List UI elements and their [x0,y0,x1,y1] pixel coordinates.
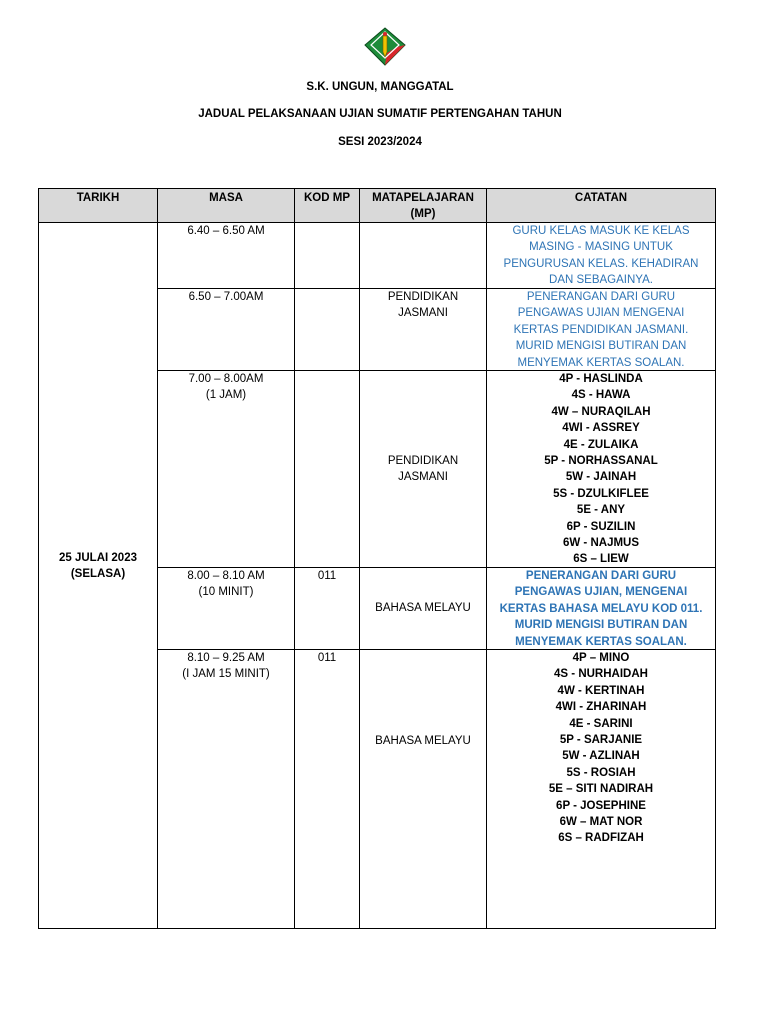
invigilator-item: 4P – MINO [572,652,630,664]
invigilator-item: 6P - SUZILIN [566,520,636,533]
matapelajaran-cell [360,568,487,650]
catatan-line: KERTAS BAHASA MELAYU KOD 011. [499,602,703,615]
invigilator-item: 4P - HASLINDA [559,373,643,385]
matapelajaran-line: JASMANI [398,471,448,483]
matapelajaran-cell [360,650,487,929]
matapelajaran-cell [360,371,487,568]
invigilator-item: 6P - JOSEPHINE [556,799,646,812]
invigilator-item: 6W – MAT NOR [559,816,643,829]
masa-cell [158,289,295,371]
invigilator-item: 4S - NURHAIDAH [554,668,648,681]
matapelajaran-line: PENDIDIKAN [387,291,459,303]
document-title: JADUAL PELAKSANAAN UJIAN SUMATIF PERTENGAHAN TAHUN [198,108,562,120]
header-matapelajaran [360,189,487,223]
catatan-line: PENERANGAN DARI GURU [525,570,677,582]
masa-cell [158,650,295,929]
invigilator-item: 6W - NAJMUS [562,537,640,550]
invigilator-item: 5W - JAINAH [565,471,637,484]
header-masa [158,189,295,223]
masa-duration: (I JAM 15 MINIT) [182,668,270,681]
invigilator-item: 4S - HAWA [571,389,631,402]
masa-line: 7.00 – 8.00AM [188,373,264,385]
kod-mp-cell [295,289,360,371]
kod-mp-value: 011 [317,570,337,582]
catatan-line: PENGAWAS UJIAN, MENGENAI [514,586,688,599]
catatan-line: MURID MENGISI BUTIRAN DAN [515,340,687,353]
tarikh-day: (SELASA) [70,568,126,581]
matapelajaran-cell [360,289,487,371]
masa-line: 6.40 – 6.50 AM [187,225,265,237]
session-label: SESI 2023/2024 [338,136,422,148]
invigilator-item: 5E - ANY [576,504,626,517]
kod-mp-cell [295,223,360,289]
matapelajaran-cell [360,223,487,289]
invigilator-item: 5S - DZULKIFLEE [553,487,649,500]
school-name: S.K. UNGUN, MANGGATAL [306,81,454,93]
catatan-cell [487,650,716,929]
catatan-cell [487,289,716,371]
kod-mp-cell [295,568,360,650]
masa-cell [158,223,295,289]
catatan-line: GURU KELAS MASUK KE KELAS [512,225,690,237]
kod-mp-cell [295,371,360,568]
matapelajaran-line: BAHASA MELAYU [375,735,471,747]
catatan-line: MENYEMAK KERTAS SOALAN. [517,356,685,369]
masa-cell [158,568,295,650]
invigilator-item: 5W - AZLINAH [562,750,640,763]
catatan-line: DAN SEBAGAINYA. [549,274,653,287]
masa-line: 8.10 – 9.25 AM [187,652,265,664]
masa-duration: (10 MINIT) [198,586,254,599]
catatan-cell [487,568,716,650]
masa-cell [158,371,295,568]
masa-line: 6.50 – 7.00AM [188,291,264,303]
kod-mp-cell [295,650,360,929]
tarikh-date: 25 JULAI 2023 [59,552,137,564]
catatan-cell [487,223,716,289]
invigilator-item: 4W - KERTINAH [557,684,645,697]
catatan-line: PENGAWAS UJIAN MENGENAI [517,307,685,320]
matapelajaran-line: JASMANI [398,307,448,320]
invigilator-item: 4E - SARINI [569,717,633,730]
header-catatan [487,189,716,223]
invigilator-item: 4W – NURAQILAH [551,405,651,418]
tarikh-cell [39,223,158,929]
invigilator-item: 4E - ZULAIKA [563,438,639,451]
header-label: CATATAN [574,192,628,204]
invigilator-item: 6S – RADFIZAH [558,832,644,845]
school-crest-icon [361,25,409,69]
invigilator-item: 5P - NORHASSANAL [544,455,658,468]
invigilator-item: 4WI - ASSREY [562,422,640,435]
schedule-table [38,188,716,929]
catatan-line: MURID MENGISI BUTIRAN DAN [514,619,688,632]
catatan-line: MENYEMAK KERTAS SOALAN. [515,635,687,648]
invigilator-item: 5E – SITI NADIRAH [548,783,654,796]
catatan-line: MASING - MASING UNTUK [529,241,673,254]
invigilator-item: 5S - ROSIAH [566,766,636,779]
matapelajaran-line: PENDIDIKAN [387,454,459,467]
invigilator-item: 4WI - ZHARINAH [555,701,647,714]
catatan-line: PENGURUSAN KELAS. KEHADIRAN [503,257,699,270]
header-label: TARIKH [76,192,120,204]
masa-duration: (1 JAM) [205,389,247,402]
invigilator-item: 5P - SARJANIE [559,734,643,747]
header-label: MATAPELAJARAN (MP) [372,192,474,221]
header-label: KOD MP [304,192,350,204]
matapelajaran-line: BAHASA MELAYU [375,602,471,615]
header-label: MASA [209,192,243,204]
header-kod-mp [295,189,360,223]
catatan-cell [487,371,716,568]
kod-mp-value: 011 [317,652,337,664]
catatan-line: PENERANGAN DARI GURU [526,291,676,303]
masa-line: 8.00 – 8.10 AM [187,570,265,582]
header-tarikh [39,189,158,223]
catatan-line: KERTAS PENDIDIKAN JASMANI. [513,323,689,336]
invigilator-item: 6S – LIEW [573,553,629,566]
